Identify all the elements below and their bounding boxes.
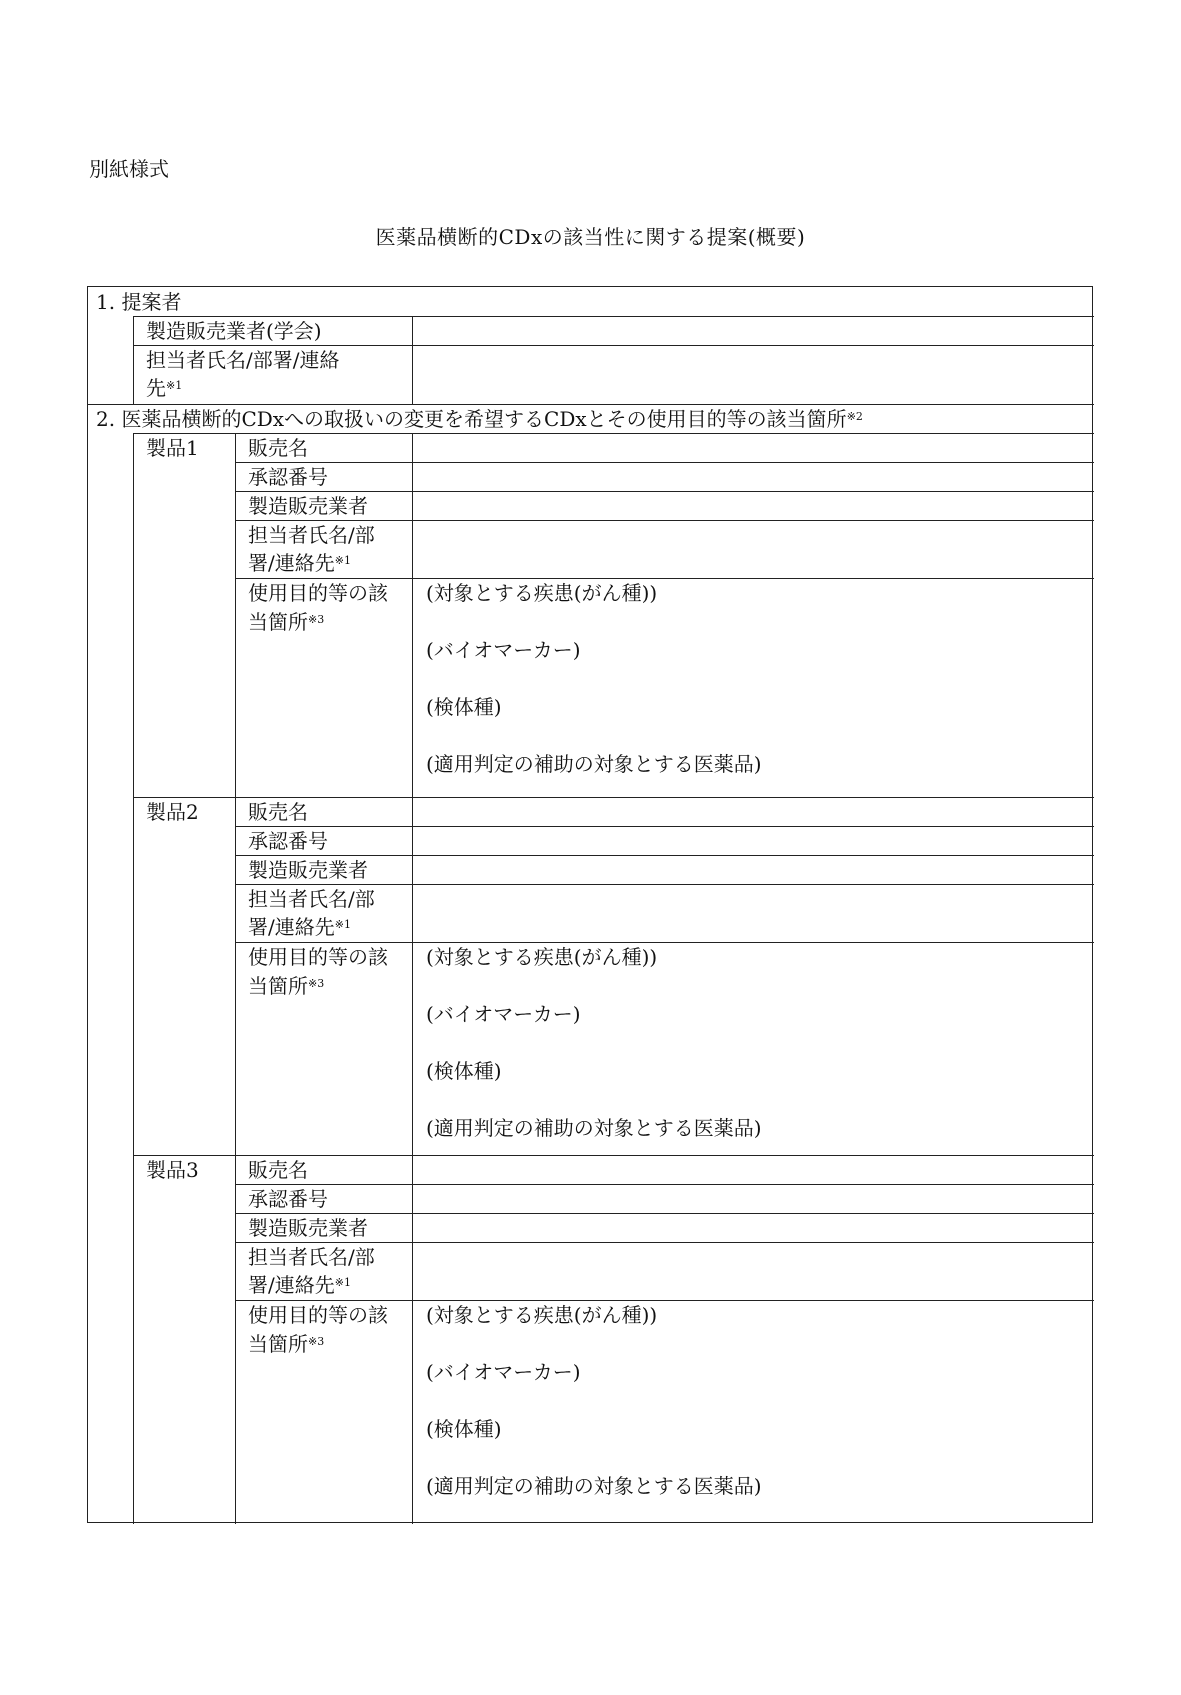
product-3-approval-number-label: 承認番号 [248,1187,328,1211]
divider [133,316,134,404]
product-1-specimen-item: (検体種) [426,695,502,719]
product-2-manufacturer-label: 製造販売業者 [248,858,368,882]
footnote-mark: ※3 [308,977,325,990]
product-1-drug-item: (適用判定の補助の対象とする医薬品) [426,752,762,776]
divider [412,1155,413,1524]
product-1-sales-name-label: 販売名 [248,436,308,460]
product-2-manufacturer-field[interactable] [420,856,1080,883]
product-2-label: 製品2 [146,800,199,824]
attachment-label: 別紙様式 [89,157,169,181]
product-1-approval-number-field[interactable] [420,463,1080,490]
product-3-biomarker-item: (バイオマーカー) [426,1360,581,1384]
divider [133,433,134,1524]
product-2-drug-item: (適用判定の補助の対象とする医薬品) [426,1116,762,1140]
product-3-sales-name-label: 販売名 [248,1158,308,1182]
product-3-label: 製品3 [146,1158,199,1182]
footnote-mark: ※3 [308,1335,325,1348]
product-2-biomarker-item: (バイオマーカー) [426,1002,581,1026]
product-2-sales-name-label: 販売名 [248,800,308,824]
product-2-contact-label-line1: 担当者氏名/部 [248,887,375,911]
product-3-disease-item: (対象とする疾患(がん種)) [426,1303,658,1327]
divider [235,797,236,1155]
product-3-manufacturer-label: 製造販売業者 [248,1216,368,1240]
product-1-sales-name-field[interactable] [420,434,1080,461]
product-2-contact-label-line2: 署/連絡先$^{※1}$ [248,915,351,939]
product-2-purpose-label-line1: 使用目的等の該 [248,945,388,969]
product-1-manufacturer-label: 製造販売業者 [248,494,368,518]
product-1-approval-number-label: 承認番号 [248,465,328,489]
footnote-mark: ※1 [334,1276,351,1289]
product-1-manufacturer-field[interactable] [420,492,1080,519]
divider [412,797,413,1155]
product-2-approval-number-field[interactable] [420,827,1080,854]
product-2-disease-item: (対象とする疾患(がん種)) [426,945,658,969]
divider [235,1155,236,1524]
product-2-contact-field[interactable] [420,885,1080,941]
divider [412,316,413,404]
proposal-form [87,286,1093,1523]
product-2-purpose-label-line2: 当箇所$^{※3}$ [248,974,325,998]
product-1-contact-label-line1: 担当者氏名/部 [248,523,375,547]
product-3-sales-name-field[interactable] [420,1156,1080,1183]
divider [412,433,413,797]
product-3-contact-label-line2: 署/連絡先$^{※1}$ [248,1273,351,1297]
manufacturer-society-label: 製造販売業者(学会) [146,319,322,343]
footnote-mark: ※1 [334,918,351,931]
product-3-approval-number-field[interactable] [420,1185,1080,1212]
divider [235,433,236,797]
product-1-biomarker-item: (バイオマーカー) [426,638,581,662]
product-3-specimen-item: (検体種) [426,1417,502,1441]
product-2-specimen-item: (検体種) [426,1059,502,1083]
footnote-mark: ※1 [166,379,183,392]
product-3-contact-label-line1: 担当者氏名/部 [248,1245,375,1269]
product-1-purpose-label-line1: 使用目的等の該 [248,581,388,605]
product-1-label: 製品1 [146,436,199,460]
contact-label-line2: 先$^{※1}$ [146,376,183,400]
footnote-mark: ※2 [846,410,863,423]
product-2-approval-number-label: 承認番号 [248,829,328,853]
product-1-contact-field[interactable] [420,521,1080,577]
product-2-sales-name-field[interactable] [420,798,1080,825]
page-title: 医薬品横断的CDxの該当性に関する提案(概要) [375,225,806,249]
contact-field[interactable] [420,346,1080,402]
product-3-purpose-label-line1: 使用目的等の該 [248,1303,388,1327]
product-1-contact-label-line2: 署/連絡先$^{※1}$ [248,551,351,575]
section1-heading: 1. 提案者 [96,290,182,314]
footnote-mark: ※3 [308,613,325,626]
product-3-manufacturer-field[interactable] [420,1214,1080,1241]
manufacturer-society-field[interactable] [420,317,1080,344]
product-1-disease-item: (対象とする疾患(がん種)) [426,581,658,605]
product-3-drug-item: (適用判定の補助の対象とする医薬品) [426,1474,762,1498]
product-3-purpose-label-line2: 当箇所$^{※3}$ [248,1332,325,1356]
product-1-purpose-label-line2: 当箇所$^{※3}$ [248,610,325,634]
contact-label-line1: 担当者氏名/部署/連絡 [146,348,340,372]
product-3-contact-field[interactable] [420,1243,1080,1299]
section2-heading: 2. 医薬品横断的CDxへの取扱いの変更を希望するCDxとその使用目的等の該当箇所$^{※2}$ [96,407,863,431]
footnote-mark: ※1 [334,554,351,567]
